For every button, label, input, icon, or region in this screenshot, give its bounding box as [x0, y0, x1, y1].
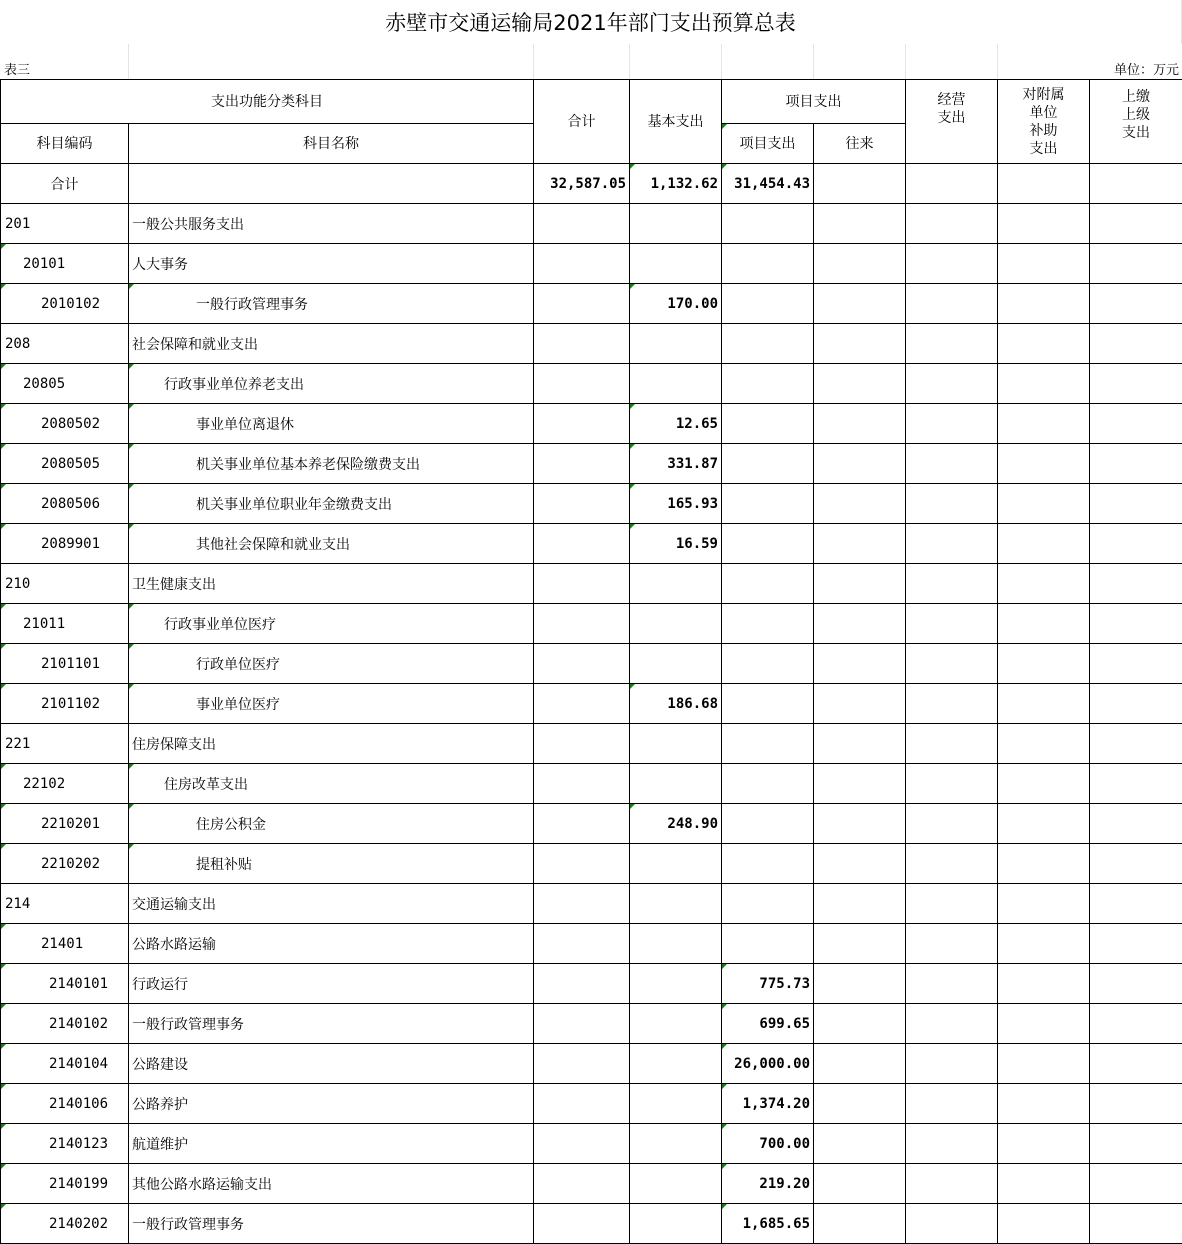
- row-basic: [630, 204, 722, 244]
- row-basic: [630, 1204, 722, 1244]
- row-total: [534, 284, 630, 324]
- row-name: 公路水路运输: [129, 924, 534, 964]
- row-remit: [1090, 484, 1182, 524]
- row-operating: [906, 724, 998, 764]
- row-remit: [1090, 924, 1182, 964]
- row-operating: [906, 284, 998, 324]
- header-row-1: [1, 80, 1182, 124]
- row-remit: [1090, 884, 1182, 924]
- row-operating: [906, 1124, 998, 1164]
- row-remit: [1090, 244, 1182, 284]
- row-code: 2080502: [1, 404, 129, 444]
- total-amount: 32,587.05: [534, 164, 630, 204]
- row-transfer: [814, 724, 906, 764]
- row-basic: [630, 324, 722, 364]
- table-row: [1, 524, 1182, 564]
- row-operating: [906, 1004, 998, 1044]
- row-code: 221: [1, 724, 129, 764]
- header-operating: [906, 80, 998, 164]
- row-total: [534, 364, 630, 404]
- row-basic: [630, 884, 722, 924]
- row-transfer: [814, 764, 906, 804]
- row-remit: [1090, 644, 1182, 684]
- row-transfer: [814, 604, 906, 644]
- row-basic: [630, 1084, 722, 1124]
- row-remit: [1090, 444, 1182, 484]
- row-total: [534, 964, 630, 1004]
- table-row: [1, 404, 1182, 444]
- row-name: 事业单位医疗: [129, 684, 534, 724]
- table-row: [1, 284, 1182, 324]
- row-basic: [630, 604, 722, 644]
- row-transfer: [814, 884, 906, 924]
- row-transfer: [814, 1164, 906, 1204]
- row-transfer: [814, 1004, 906, 1044]
- row-remit: [1090, 364, 1182, 404]
- unit-label: 单位：万元: [1114, 59, 1179, 78]
- row-remit: [1090, 1124, 1182, 1164]
- row-project: [722, 604, 814, 644]
- row-subsidiary: [998, 564, 1090, 604]
- row-transfer: [814, 1044, 906, 1084]
- row-operating: [906, 644, 998, 684]
- row-name: 住房公积金: [129, 804, 534, 844]
- row-project: [722, 364, 814, 404]
- row-transfer: [814, 204, 906, 244]
- table-row: [1, 444, 1182, 484]
- row-transfer: [814, 284, 906, 324]
- row-project: [722, 844, 814, 884]
- row-name: 公路养护: [129, 1084, 534, 1124]
- row-code: 21011: [1, 604, 129, 644]
- row-remit: [1090, 604, 1182, 644]
- row-project: [722, 924, 814, 964]
- row-operating: [906, 1084, 998, 1124]
- row-project: 219.20: [722, 1164, 814, 1204]
- header-func-class: 支出功能分类科目: [1, 80, 534, 124]
- row-project: [722, 524, 814, 564]
- header-operating-text: 经营 支出: [938, 91, 966, 127]
- row-code: 2089901: [1, 524, 129, 564]
- table-row: [1, 604, 1182, 644]
- row-total: [534, 844, 630, 884]
- header-code: 科目编码: [1, 124, 129, 164]
- row-remit: [1090, 404, 1182, 444]
- row-operating: [906, 604, 998, 644]
- total-project: 31,454.43: [722, 164, 814, 204]
- total-operating: [906, 164, 998, 204]
- row-subsidiary: [998, 404, 1090, 444]
- gridline: [629, 44, 630, 79]
- header-name: 科目名称: [129, 124, 534, 164]
- row-code: 22102: [1, 764, 129, 804]
- row-code: 2101101: [1, 644, 129, 684]
- row-project: 775.73: [722, 964, 814, 1004]
- row-name: 公路建设: [129, 1044, 534, 1084]
- row-total: [534, 524, 630, 564]
- row-project: 1,374.20: [722, 1084, 814, 1124]
- row-subsidiary: [998, 284, 1090, 324]
- row-operating: [906, 964, 998, 1004]
- row-transfer: [814, 444, 906, 484]
- header-subsidiary: [998, 80, 1090, 164]
- row-total: [534, 724, 630, 764]
- row-subsidiary: [998, 604, 1090, 644]
- row-code: 20805: [1, 364, 129, 404]
- row-subsidiary: [998, 804, 1090, 844]
- row-subsidiary: [998, 1044, 1090, 1084]
- row-transfer: [814, 964, 906, 1004]
- row-remit: [1090, 724, 1182, 764]
- row-basic: 186.68: [630, 684, 722, 724]
- row-operating: [906, 884, 998, 924]
- row-basic: [630, 764, 722, 804]
- row-remit: [1090, 524, 1182, 564]
- row-subsidiary: [998, 444, 1090, 484]
- table-row: [1, 684, 1182, 724]
- row-code: 21401: [1, 924, 129, 964]
- row-basic: 12.65: [630, 404, 722, 444]
- table-row: [1, 1204, 1182, 1244]
- row-total: [534, 804, 630, 844]
- row-operating: [906, 844, 998, 884]
- gridline: [813, 44, 814, 79]
- row-subsidiary: [998, 684, 1090, 724]
- row-total: [534, 1084, 630, 1124]
- row-basic: 165.93: [630, 484, 722, 524]
- row-basic: [630, 564, 722, 604]
- row-operating: [906, 324, 998, 364]
- table-row: [1, 244, 1182, 284]
- row-project: [722, 404, 814, 444]
- row-basic: 170.00: [630, 284, 722, 324]
- row-name: 其他社会保障和就业支出: [129, 524, 534, 564]
- row-code: 214: [1, 884, 129, 924]
- row-code: 2140101: [1, 964, 129, 1004]
- row-project: 700.00: [722, 1124, 814, 1164]
- row-transfer: [814, 804, 906, 844]
- row-project: [722, 444, 814, 484]
- row-transfer: [814, 1084, 906, 1124]
- row-operating: [906, 1044, 998, 1084]
- table-row: [1, 724, 1182, 764]
- row-transfer: [814, 1204, 906, 1244]
- row-remit: [1090, 284, 1182, 324]
- row-name: 卫生健康支出: [129, 564, 534, 604]
- row-transfer: [814, 564, 906, 604]
- row-name: 行政运行: [129, 964, 534, 1004]
- row-operating: [906, 924, 998, 964]
- row-name: 航道维护: [129, 1124, 534, 1164]
- row-transfer: [814, 684, 906, 724]
- row-basic: [630, 724, 722, 764]
- total-transfer: [814, 164, 906, 204]
- table-row: [1, 964, 1182, 1004]
- row-project: [722, 884, 814, 924]
- row-basic: 248.90: [630, 804, 722, 844]
- table-row: [1, 1124, 1182, 1164]
- table-subheader: [0, 44, 1182, 79]
- table-row: [1, 1084, 1182, 1124]
- total-label: 合计: [1, 164, 129, 204]
- table-row: [1, 844, 1182, 884]
- table-row: [1, 484, 1182, 524]
- row-total: [534, 1204, 630, 1244]
- row-transfer: [814, 1124, 906, 1164]
- header-remit-text: 上缴 上级 支出: [1122, 88, 1150, 142]
- gridline: [997, 44, 998, 79]
- total-subsidiary: [998, 164, 1090, 204]
- table-row: [1, 804, 1182, 844]
- gridline: [128, 44, 129, 79]
- row-basic: [630, 1164, 722, 1204]
- row-subsidiary: [998, 1204, 1090, 1244]
- row-name: 行政事业单位养老支出: [129, 364, 534, 404]
- row-subsidiary: [998, 724, 1090, 764]
- row-remit: [1090, 1084, 1182, 1124]
- header-remit: [1090, 80, 1182, 164]
- row-project: [722, 724, 814, 764]
- total-name-cell: [129, 164, 534, 204]
- row-transfer: [814, 364, 906, 404]
- row-code: 2080506: [1, 484, 129, 524]
- row-operating: [906, 684, 998, 724]
- row-project: [722, 684, 814, 724]
- header-project: 项目支出: [722, 124, 814, 164]
- row-basic: [630, 1044, 722, 1084]
- row-transfer: [814, 404, 906, 444]
- row-total: [534, 1124, 630, 1164]
- row-operating: [906, 444, 998, 484]
- table-row: [1, 204, 1182, 244]
- row-total: [534, 484, 630, 524]
- row-remit: [1090, 804, 1182, 844]
- row-name: 其他公路水路运输支出: [129, 1164, 534, 1204]
- header-subsidiary-text: 对附属 单位 补助 支出: [1023, 86, 1065, 158]
- row-subsidiary: [998, 924, 1090, 964]
- row-subsidiary: [998, 764, 1090, 804]
- row-basic: 331.87: [630, 444, 722, 484]
- row-subsidiary: [998, 644, 1090, 684]
- row-basic: [630, 364, 722, 404]
- row-code: 20101: [1, 244, 129, 284]
- row-remit: [1090, 324, 1182, 364]
- row-operating: [906, 364, 998, 404]
- row-remit: [1090, 204, 1182, 244]
- row-transfer: [814, 524, 906, 564]
- row-total: [534, 884, 630, 924]
- row-operating: [906, 204, 998, 244]
- row-total: [534, 244, 630, 284]
- row-subsidiary: [998, 204, 1090, 244]
- row-operating: [906, 244, 998, 284]
- row-code: 2080505: [1, 444, 129, 484]
- row-transfer: [814, 924, 906, 964]
- row-total: [534, 644, 630, 684]
- row-code: 210: [1, 564, 129, 604]
- row-subsidiary: [998, 1084, 1090, 1124]
- gridline: [721, 44, 722, 79]
- row-remit: [1090, 844, 1182, 884]
- row-subsidiary: [998, 324, 1090, 364]
- table-row: [1, 644, 1182, 684]
- row-code: 2140123: [1, 1124, 129, 1164]
- row-name: 事业单位离退休: [129, 404, 534, 444]
- header-basic: 基本支出: [630, 80, 722, 164]
- table-row: [1, 364, 1182, 404]
- row-subsidiary: [998, 1164, 1090, 1204]
- row-total: [534, 1164, 630, 1204]
- row-total: [534, 684, 630, 724]
- row-total: [534, 444, 630, 484]
- row-remit: [1090, 684, 1182, 724]
- row-project: [722, 564, 814, 604]
- row-operating: [906, 1204, 998, 1244]
- row-subsidiary: [998, 844, 1090, 884]
- row-subsidiary: [998, 1004, 1090, 1044]
- row-basic: [630, 644, 722, 684]
- row-remit: [1090, 564, 1182, 604]
- row-project: [722, 484, 814, 524]
- row-project: [722, 244, 814, 284]
- table-row: [1, 1164, 1182, 1204]
- row-code: 2210201: [1, 804, 129, 844]
- row-code: 2140106: [1, 1084, 129, 1124]
- row-transfer: [814, 244, 906, 284]
- row-name: 住房改革支出: [129, 764, 534, 804]
- table-number: 表三: [4, 59, 30, 78]
- row-code: 2140199: [1, 1164, 129, 1204]
- row-project: 699.65: [722, 1004, 814, 1044]
- row-name: 交通运输支出: [129, 884, 534, 924]
- row-subsidiary: [998, 964, 1090, 1004]
- row-basic: [630, 924, 722, 964]
- row-name: 机关事业单位职业年金缴费支出: [129, 484, 534, 524]
- row-code: 2140104: [1, 1044, 129, 1084]
- row-code: 208: [1, 324, 129, 364]
- row-name: 社会保障和就业支出: [129, 324, 534, 364]
- row-subsidiary: [998, 884, 1090, 924]
- budget-table: [0, 79, 1182, 1244]
- row-code: 2140202: [1, 1204, 129, 1244]
- row-project: 26,000.00: [722, 1044, 814, 1084]
- row-project: [722, 804, 814, 844]
- row-basic: 16.59: [630, 524, 722, 564]
- row-subsidiary: [998, 244, 1090, 284]
- row-project: 1,685.65: [722, 1204, 814, 1244]
- row-subsidiary: [998, 1124, 1090, 1164]
- row-code: 2210202: [1, 844, 129, 884]
- row-subsidiary: [998, 484, 1090, 524]
- row-total: [534, 404, 630, 444]
- row-basic: [630, 244, 722, 284]
- row-remit: [1090, 1044, 1182, 1084]
- row-project: [722, 204, 814, 244]
- header-project-group: 项目支出: [722, 80, 906, 124]
- row-name: 行政事业单位医疗: [129, 604, 534, 644]
- row-code: 2140102: [1, 1004, 129, 1044]
- row-transfer: [814, 644, 906, 684]
- table-row: [1, 1044, 1182, 1084]
- row-project: [722, 284, 814, 324]
- row-total: [534, 564, 630, 604]
- row-operating: [906, 404, 998, 444]
- row-operating: [906, 484, 998, 524]
- table-row: [1, 324, 1182, 364]
- gridline: [905, 44, 906, 79]
- row-total: [534, 1004, 630, 1044]
- row-transfer: [814, 324, 906, 364]
- row-remit: [1090, 1204, 1182, 1244]
- table-row: [1, 764, 1182, 804]
- row-operating: [906, 1164, 998, 1204]
- table-title: 赤壁市交通运输局2021年部门支出预算总表: [0, 0, 1182, 44]
- row-operating: [906, 764, 998, 804]
- row-transfer: [814, 484, 906, 524]
- row-operating: [906, 564, 998, 604]
- row-project: [722, 764, 814, 804]
- row-transfer: [814, 844, 906, 884]
- table-row: [1, 1004, 1182, 1044]
- row-operating: [906, 524, 998, 564]
- row-total: [534, 324, 630, 364]
- row-project: [722, 324, 814, 364]
- row-total: [534, 204, 630, 244]
- header-total: 合计: [534, 80, 630, 164]
- row-project: [722, 644, 814, 684]
- row-name: 一般行政管理事务: [129, 284, 534, 324]
- row-name: 人大事务: [129, 244, 534, 284]
- row-name: 提租补贴: [129, 844, 534, 884]
- total-row: [1, 164, 1182, 204]
- row-remit: [1090, 1004, 1182, 1044]
- row-code: 2101102: [1, 684, 129, 724]
- row-name: 一般行政管理事务: [129, 1004, 534, 1044]
- row-basic: [630, 1004, 722, 1044]
- row-total: [534, 604, 630, 644]
- row-operating: [906, 804, 998, 844]
- row-name: 一般行政管理事务: [129, 1204, 534, 1244]
- row-name: 行政单位医疗: [129, 644, 534, 684]
- row-name: 机关事业单位基本养老保险缴费支出: [129, 444, 534, 484]
- row-code: 2010102: [1, 284, 129, 324]
- row-basic: [630, 1124, 722, 1164]
- row-remit: [1090, 964, 1182, 1004]
- row-subsidiary: [998, 524, 1090, 564]
- row-remit: [1090, 1164, 1182, 1204]
- row-code: 201: [1, 204, 129, 244]
- row-total: [534, 764, 630, 804]
- gridline: [533, 44, 534, 79]
- row-subsidiary: [998, 364, 1090, 404]
- row-total: [534, 1044, 630, 1084]
- row-name: 住房保障支出: [129, 724, 534, 764]
- total-remit: [1090, 164, 1182, 204]
- total-basic: 1,132.62: [630, 164, 722, 204]
- row-total: [534, 924, 630, 964]
- row-basic: [630, 964, 722, 1004]
- header-transfer: 往来: [814, 124, 906, 164]
- table-row: [1, 884, 1182, 924]
- row-remit: [1090, 764, 1182, 804]
- row-name: 一般公共服务支出: [129, 204, 534, 244]
- table-row: [1, 924, 1182, 964]
- table-row: [1, 564, 1182, 604]
- row-basic: [630, 844, 722, 884]
